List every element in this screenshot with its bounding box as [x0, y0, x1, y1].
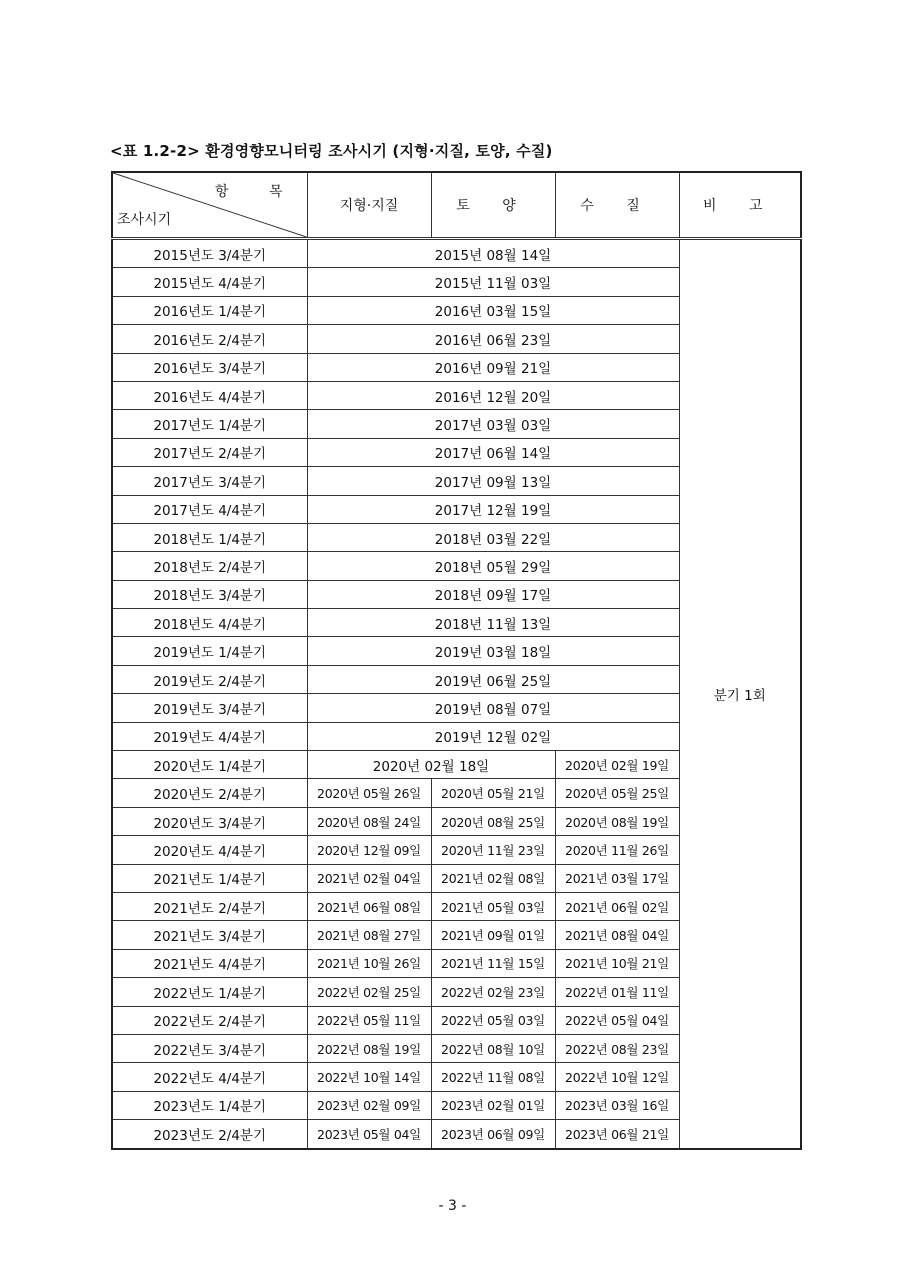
terrain-date-cell: 2020년 08월 24일 [307, 807, 431, 835]
remark-cell: 분기 1회 [679, 239, 801, 1149]
survey-date-cell: 2019년 12월 02일 [307, 722, 679, 750]
soil-date-cell: 2021년 11월 15일 [431, 949, 555, 977]
period-cell: 2022년도 4/4분기 [112, 1063, 307, 1091]
soil-date-cell: 2020년 08월 25일 [431, 807, 555, 835]
survey-date-cell: 2019년 06월 25일 [307, 665, 679, 693]
terrain-date-cell: 2021년 06월 08일 [307, 892, 431, 920]
terrain-date-cell: 2022년 10월 14일 [307, 1063, 431, 1091]
period-cell: 2017년도 3/4분기 [112, 467, 307, 495]
terrain-date-cell: 2023년 02월 09일 [307, 1091, 431, 1119]
header-period-label: 조사시기 [117, 212, 172, 228]
period-cell: 2019년도 4/4분기 [112, 722, 307, 750]
period-cell: 2020년도 3/4분기 [112, 807, 307, 835]
soil-date-cell: 2020년 05월 21일 [431, 779, 555, 807]
water-date-cell: 2021년 08월 04일 [555, 921, 679, 949]
terrain-date-cell: 2020년 05월 26일 [307, 779, 431, 807]
period-cell: 2023년도 2/4분기 [112, 1120, 307, 1149]
period-cell: 2020년도 1/4분기 [112, 751, 307, 779]
survey-date-cell: 2016년 09월 21일 [307, 353, 679, 381]
survey-date-cell: 2016년 03월 15일 [307, 296, 679, 324]
header-item-label: 항 목 [215, 184, 301, 200]
survey-date-cell: 2016년 06월 23일 [307, 325, 679, 353]
water-date-cell: 2022년 05월 04일 [555, 1006, 679, 1034]
survey-date-cell: 2016년 12월 20일 [307, 381, 679, 409]
survey-date-cell: 2017년 06월 14일 [307, 438, 679, 466]
water-date-cell: 2022년 08월 23일 [555, 1034, 679, 1062]
water-date-cell: 2021년 10월 21일 [555, 949, 679, 977]
page-number: - 3 - [438, 1198, 467, 1214]
survey-date-cell: 2017년 09월 13일 [307, 467, 679, 495]
survey-date-cell: 2018년 11월 13일 [307, 609, 679, 637]
header-corner-cell [112, 172, 307, 239]
water-date-cell: 2020년 02월 19일 [555, 751, 679, 779]
survey-date-cell: 2015년 11월 03일 [307, 268, 679, 296]
period-cell: 2017년도 1/4분기 [112, 410, 307, 438]
soil-date-cell: 2022년 08월 10일 [431, 1034, 555, 1062]
survey-date-cell: 2015년 08월 14일 [307, 239, 679, 268]
soil-date-cell: 2023년 06월 09일 [431, 1120, 555, 1149]
period-cell: 2021년도 3/4분기 [112, 921, 307, 949]
period-cell: 2018년도 3/4분기 [112, 580, 307, 608]
terrain-date-cell: 2022년 02월 25일 [307, 978, 431, 1006]
soil-date-cell: 2020년 11월 23일 [431, 836, 555, 864]
terrain-date-cell: 2023년 05월 04일 [307, 1120, 431, 1149]
soil-date-cell: 2021년 05월 03일 [431, 892, 555, 920]
water-date-cell: 2023년 06월 21일 [555, 1120, 679, 1149]
period-cell: 2017년도 4/4분기 [112, 495, 307, 523]
period-cell: 2023년도 1/4분기 [112, 1091, 307, 1119]
survey-date-cell: 2019년 08월 07일 [307, 694, 679, 722]
period-cell: 2022년도 3/4분기 [112, 1034, 307, 1062]
header-row [112, 172, 801, 239]
survey-date-cell: 2018년 05월 29일 [307, 552, 679, 580]
water-date-cell: 2023년 03월 16일 [555, 1091, 679, 1119]
period-cell: 2019년도 1/4분기 [112, 637, 307, 665]
water-date-cell: 2021년 03월 17일 [555, 864, 679, 892]
soil-date-cell: 2022년 02월 23일 [431, 978, 555, 1006]
water-date-cell: 2022년 01월 11일 [555, 978, 679, 1006]
header-water: 수 질 [555, 172, 679, 239]
water-date-cell: 2021년 06월 02일 [555, 892, 679, 920]
table-caption: <표 1.2-2> 환경영향모니터링 조사시기 (지형·지질, 토양, 수질) [110, 142, 553, 160]
table-row [112, 239, 801, 268]
period-cell: 2016년도 2/4분기 [112, 325, 307, 353]
water-date-cell: 2020년 08월 19일 [555, 807, 679, 835]
water-date-cell: 2020년 11월 26일 [555, 836, 679, 864]
survey-date-cell: 2017년 03월 03일 [307, 410, 679, 438]
terrain-date-cell: 2021년 08월 27일 [307, 921, 431, 949]
terrain-date-cell: 2020년 12월 09일 [307, 836, 431, 864]
period-cell: 2019년도 3/4분기 [112, 694, 307, 722]
terrain-date-cell: 2021년 02월 04일 [307, 864, 431, 892]
survey-date-cell: 2018년 09월 17일 [307, 580, 679, 608]
soil-date-cell: 2022년 05월 03일 [431, 1006, 555, 1034]
period-cell: 2022년도 2/4분기 [112, 1006, 307, 1034]
period-cell: 2016년도 1/4분기 [112, 296, 307, 324]
period-cell: 2020년도 2/4분기 [112, 779, 307, 807]
soil-date-cell: 2021년 02월 08일 [431, 864, 555, 892]
period-cell: 2021년도 4/4분기 [112, 949, 307, 977]
terrain-soil-date-cell: 2020년 02월 18일 [307, 751, 555, 779]
period-cell: 2016년도 3/4분기 [112, 353, 307, 381]
survey-date-cell: 2017년 12월 19일 [307, 495, 679, 523]
water-date-cell: 2022년 10월 12일 [555, 1063, 679, 1091]
period-cell: 2016년도 4/4분기 [112, 381, 307, 409]
period-cell: 2020년도 4/4분기 [112, 836, 307, 864]
soil-date-cell: 2023년 02월 01일 [431, 1091, 555, 1119]
period-cell: 2015년도 3/4분기 [112, 239, 307, 268]
terrain-date-cell: 2022년 05월 11일 [307, 1006, 431, 1034]
soil-date-cell: 2021년 09월 01일 [431, 921, 555, 949]
period-cell: 2021년도 1/4분기 [112, 864, 307, 892]
terrain-date-cell: 2022년 08월 19일 [307, 1034, 431, 1062]
terrain-date-cell: 2021년 10월 26일 [307, 949, 431, 977]
header-remark: 비 고 [679, 172, 801, 239]
period-cell: 2019년도 2/4분기 [112, 665, 307, 693]
period-cell: 2021년도 2/4분기 [112, 892, 307, 920]
period-cell: 2018년도 1/4분기 [112, 523, 307, 551]
period-cell: 2015년도 4/4분기 [112, 268, 307, 296]
period-cell: 2022년도 1/4분기 [112, 978, 307, 1006]
period-cell: 2018년도 4/4분기 [112, 609, 307, 637]
survey-date-cell: 2018년 03월 22일 [307, 523, 679, 551]
water-date-cell: 2020년 05월 25일 [555, 779, 679, 807]
soil-date-cell: 2022년 11월 08일 [431, 1063, 555, 1091]
header-terrain: 지형·지질 [307, 172, 431, 239]
period-cell: 2018년도 2/4분기 [112, 552, 307, 580]
survey-date-cell: 2019년 03월 18일 [307, 637, 679, 665]
monitoring-schedule-table [111, 171, 802, 1150]
period-cell: 2017년도 2/4분기 [112, 438, 307, 466]
header-soil: 토 양 [431, 172, 555, 239]
table-body [112, 239, 801, 1149]
